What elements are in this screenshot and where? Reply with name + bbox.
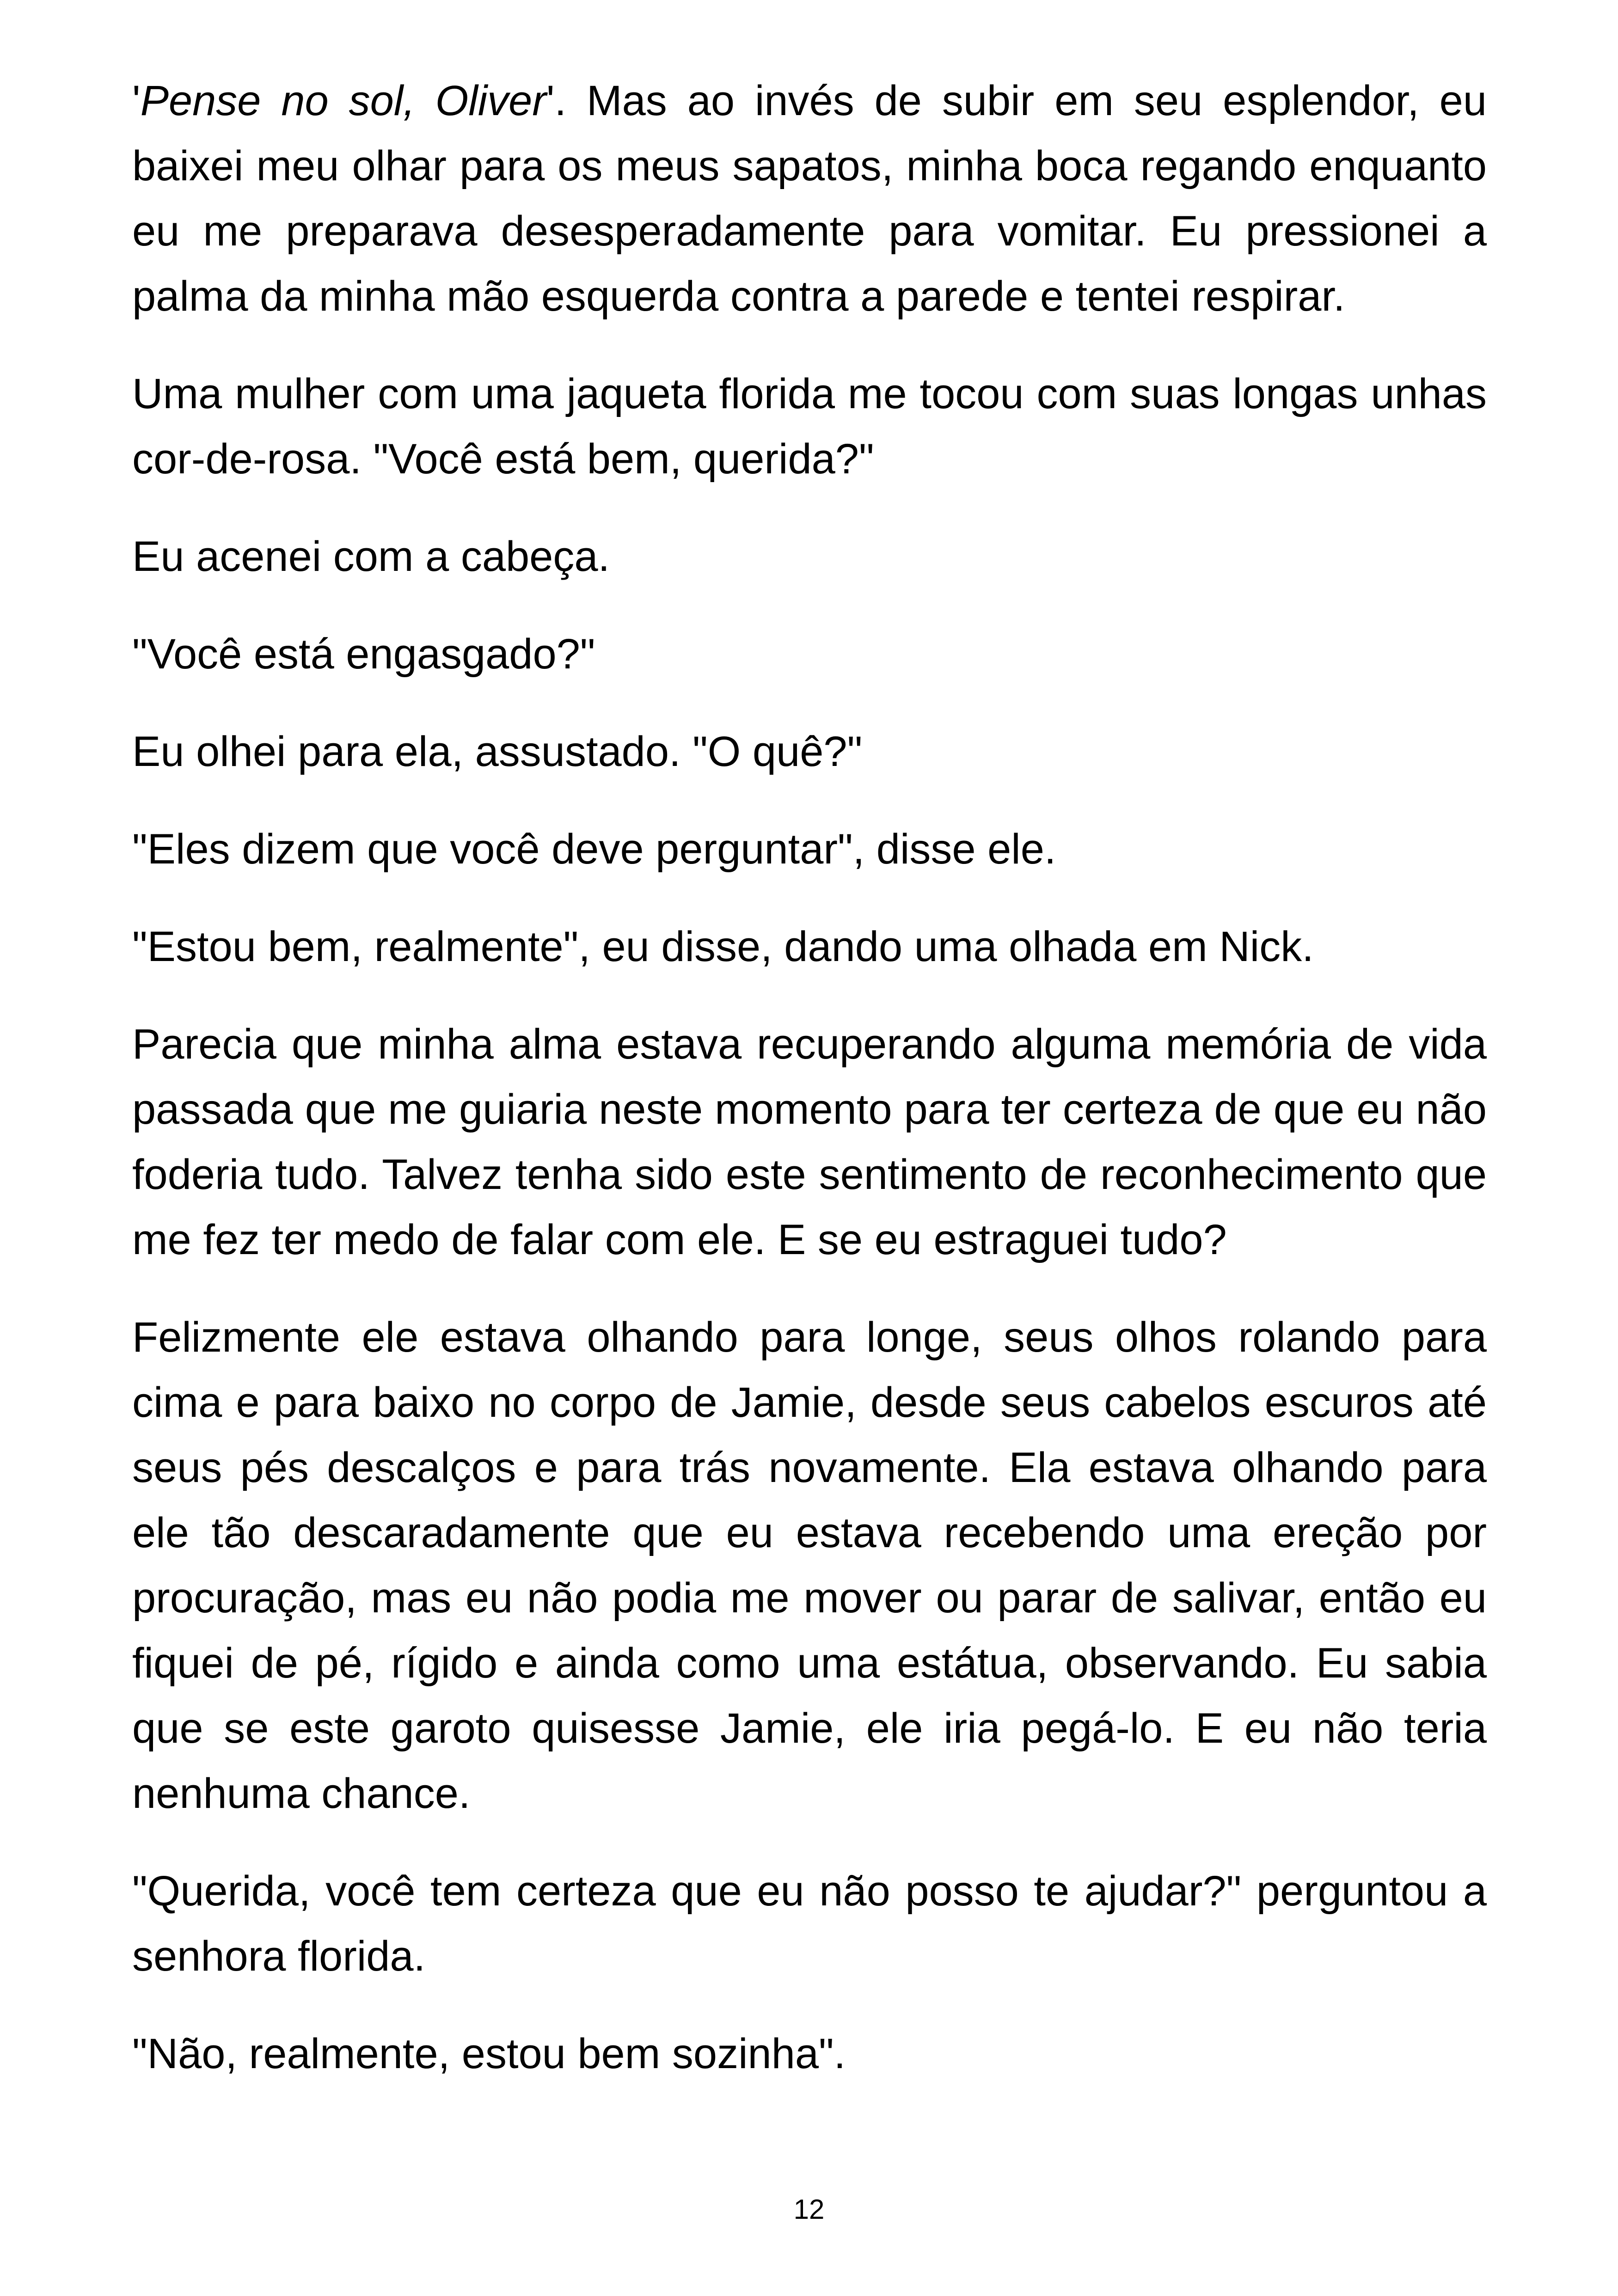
paragraph-3: Eu acenei com a cabeça. bbox=[132, 533, 610, 580]
page-number: 12 bbox=[793, 2194, 825, 2225]
paragraph-4: "Você está engasgado?" bbox=[132, 631, 595, 678]
body-text bbox=[132, 68, 1487, 2087]
italic-quote: Pense no sol, Oliver bbox=[140, 77, 546, 124]
paragraph-6: "Eles dizem que você deve perguntar", disse ele. bbox=[132, 826, 1056, 873]
paragraph-5: Eu olhei para ela, assustado. "O quê?" bbox=[132, 728, 863, 775]
opening-quote: ' bbox=[132, 77, 141, 124]
paragraph-1-rest: '. Mas ao invés de subir em seu esplendor, eu baixei meu olhar para os meus sapatos, minha boca regando enquanto eu me preparava desesperadamente para vomitar. Eu pressionei a palma da minha mão esquerda contra a parede e tentei respirar. bbox=[132, 77, 1487, 320]
paragraph-7: "Estou bem, realmente", eu disse, dando uma olhada em Nick. bbox=[132, 923, 1314, 970]
paragraph-8: Parecia que minha alma estava recuperando alguma memória de vida passada que me guiaria neste momento para ter certeza de que eu não foderia tudo. Talvez tenha sido este sentimento de reconhecimento que me fez ter medo de falar com ele. E se eu estraguei tudo? bbox=[132, 1021, 1487, 1263]
paragraph-11: "Não, realmente, estou bem sozinha". bbox=[132, 2030, 846, 2077]
paragraph-9: Felizmente ele estava olhando para longe, seus olhos rolando para cima e para baixo no corpo de Jamie, desde seus cabelos escuros até seus pés descalços e para trás novamente. Ela estava olhando para ele tão descaradamente que eu estava recebendo uma ereção por procuração, mas eu não podia me mover ou parar de salivar, então eu fiquei de pé, rígido e ainda como uma estátua, observando. Eu sabia que se este garoto quisesse Jamie, ele iria pegá-lo. E eu não teria nenhuma chance. bbox=[132, 1314, 1487, 1817]
paragraph-1 bbox=[132, 68, 1487, 329]
paragraph-10: "Querida, você tem certeza que eu não posso te ajudar?" perguntou a senhora florida. bbox=[132, 1867, 1487, 1980]
paragraph-2: Uma mulher com uma jaqueta florida me tocou com suas longas unhas cor-de-rosa. "Você está bem, querida?" bbox=[132, 370, 1487, 483]
